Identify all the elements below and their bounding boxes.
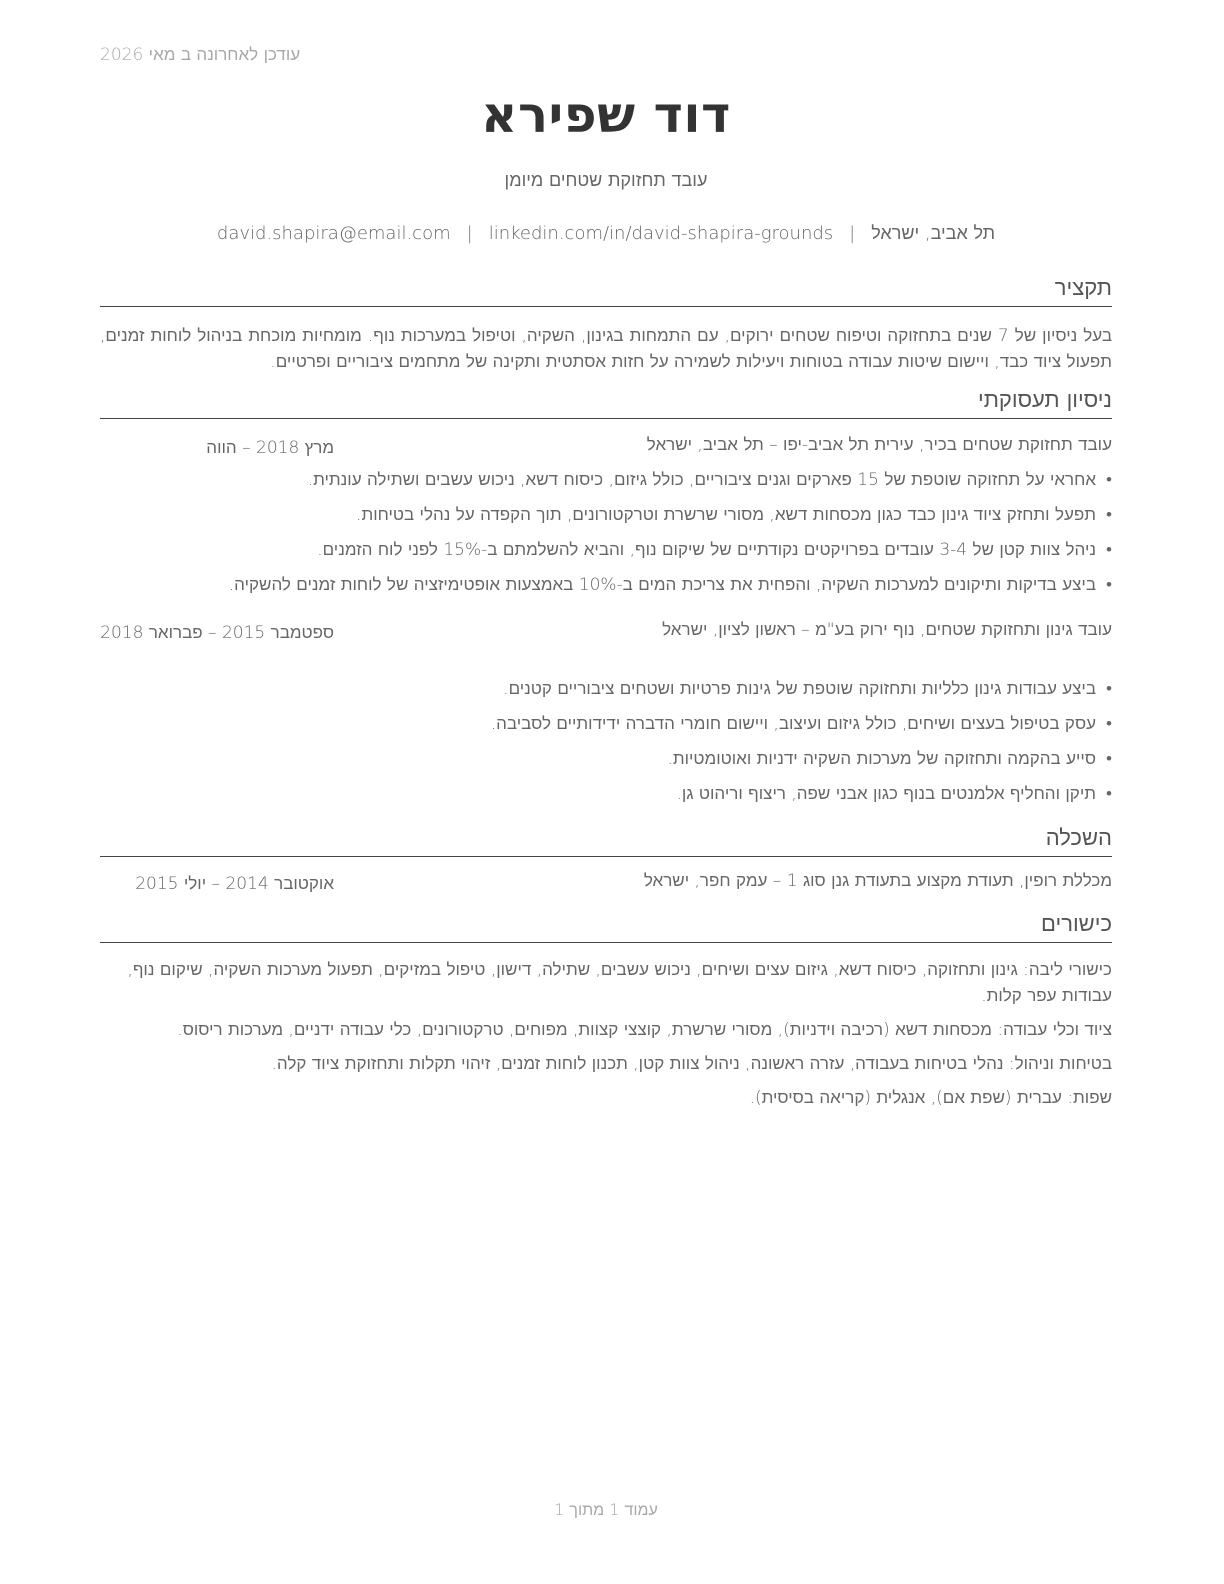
job-bullet: • ביצע בדיקות ותיקונים למערכות השקיה, והפחית את צריכת המים ב-10% באמצעות אופטימיזציה של לוחות זמנים להשקיה. (100, 572, 1112, 607)
job-bullets (100, 676, 1112, 816)
job-bullet: • תיקן והחליף אלמנטים בנוף כגון אבני שפה, ריצוף וריהוט גן. (100, 781, 1112, 816)
job-title: עובד גינון ותחזוקת שטחים, נוף ירוק בע"מ – ראשון לציון, ישראל (662, 620, 1112, 640)
job-dates: מרץ 2018 – הווה (206, 438, 334, 458)
education-dates: אוקטובר 2014 – יולי 2015 (135, 874, 334, 894)
summary-title: תקציר (100, 274, 1112, 307)
summary-text: בעל ניסיון של 7 שנים בתחזוקה וטיפוח שטחים ירוקים, עם התמחות בגינון, השקיה, וטיפול במערכות נוף. מומחיות מוכחת בניהול לוחות זמנים, תפעול ציוד כבד, ויישום שיטות עבודה בטוחות ויעילות לשמירה על חזות אסתטית ותקינה של מתחמים ציבוריים ופרטיים. (100, 326, 1112, 372)
job-bullet: • ביצע עבודות גינון כלליות ותחזוקה שוטפת של גינות פרטיות ושטחים ציבוריים קטנים. (100, 676, 1112, 711)
job-dates: ספטמבר 2015 – פברואר 2018 (100, 623, 334, 643)
job-bullet: • סייע בהקמה ותחזוקה של מערכות השקיה ידניות ואוטומטיות. (100, 746, 1112, 781)
job-bullet: • תפעל ותחזק ציוד גינון כבד כגון מכסחות דשא, מסורי שרשרת וטרקטורונים, תוך הקפדה על נהלי בטיחות. (100, 502, 1112, 537)
contact-separator: | (849, 223, 856, 244)
skill-line: בטיחות וניהול: נהלי בטיחות בעבודה, עזרה ראשונה, ניהול צוות קטן, תכנון לוחות זמנים, זיהוי תקלות ותחזוקת ציוד קלה. (271, 1054, 1112, 1074)
education-entry (100, 871, 1112, 897)
job-bullets (100, 467, 1112, 607)
resume-page (100, 0, 1112, 1584)
job-header (100, 620, 1112, 674)
job-bullet: • עסק בטיפול בעצים ושיחים, כולל גיזום ועיצוב, ויישום חומרי הדברה ידידותיים לסביבה. (100, 711, 1112, 746)
job-header (100, 435, 1112, 461)
skills-section (100, 910, 1112, 1119)
skill-line: ציוד וכלי עבודה: מכסחות דשא (רכיבה וידניות), מסורי שרשרת, קוצצי קצוות, מפוחים, טרקטורונים, כלי עבודה ידניים, מערכות ריסוס. (177, 1020, 1112, 1040)
contact-separator: | (466, 223, 473, 244)
contact-email[interactable]: david.shapira@email.com (216, 223, 451, 244)
skill-line: שפות: עברית (שפת אם), אנגלית (קריאה בסיסית). (749, 1088, 1112, 1108)
skill-line: כישורי ליבה: גינון ותחזוקה, כיסוח דשא, גיזום עצים ושיחים, ניכוש עשבים, שתילה, דישון, טיפול במזיקים, תפעול מערכות השקיה, שיקום נוף, עבודות עפר קלות. (127, 960, 1112, 1006)
education-section (100, 824, 1112, 897)
experience-title: ניסיון תעסוקתי (100, 386, 1112, 419)
job-bullet: • אחראי על תחזוקה שוטפת של 15 פארקים וגנים ציבוריים, כולל גיזום, כיסוח דשא, ניכוש עשבים ושתילה עונתית. (100, 467, 1112, 502)
contact-line (100, 223, 1112, 244)
job-entry (100, 435, 1112, 607)
candidate-name: דוד שפירא (481, 86, 731, 144)
contact-linkedin[interactable]: linkedin.com/in/david-shapira-grounds (488, 223, 834, 244)
skills-list (100, 957, 1112, 1111)
last-updated: עודכן לאחרונה ב מאי 2026 (100, 45, 301, 65)
candidate-headline: עובד תחזוקת שטחים מיומן (504, 170, 708, 191)
job-bullet: • ניהל צוות קטן של 3-4 עובדים בפרויקטים נקודתיים של שיקום נוף, והביא להשלמתם ב-15% לפני לוח הזמנים. (100, 537, 1112, 572)
contact-location: תל אביב, ישראל (871, 223, 996, 244)
education-title-line: מכללת רופין, תעודת מקצוע בתעודת גנן סוג 1 – עמק חפר, ישראל (643, 871, 1112, 891)
experience-section (100, 386, 1112, 816)
job-entry (100, 620, 1112, 816)
skills-title: כישורים (100, 910, 1112, 943)
job-title: עובד תחזוקת שטחים בכיר, עירית תל אביב-יפו – תל אביב, ישראל (646, 435, 1112, 455)
education-title: השכלה (100, 824, 1112, 857)
page-number: עמוד 1 מתוך 1 (554, 1500, 658, 1519)
summary-section (100, 274, 1112, 375)
